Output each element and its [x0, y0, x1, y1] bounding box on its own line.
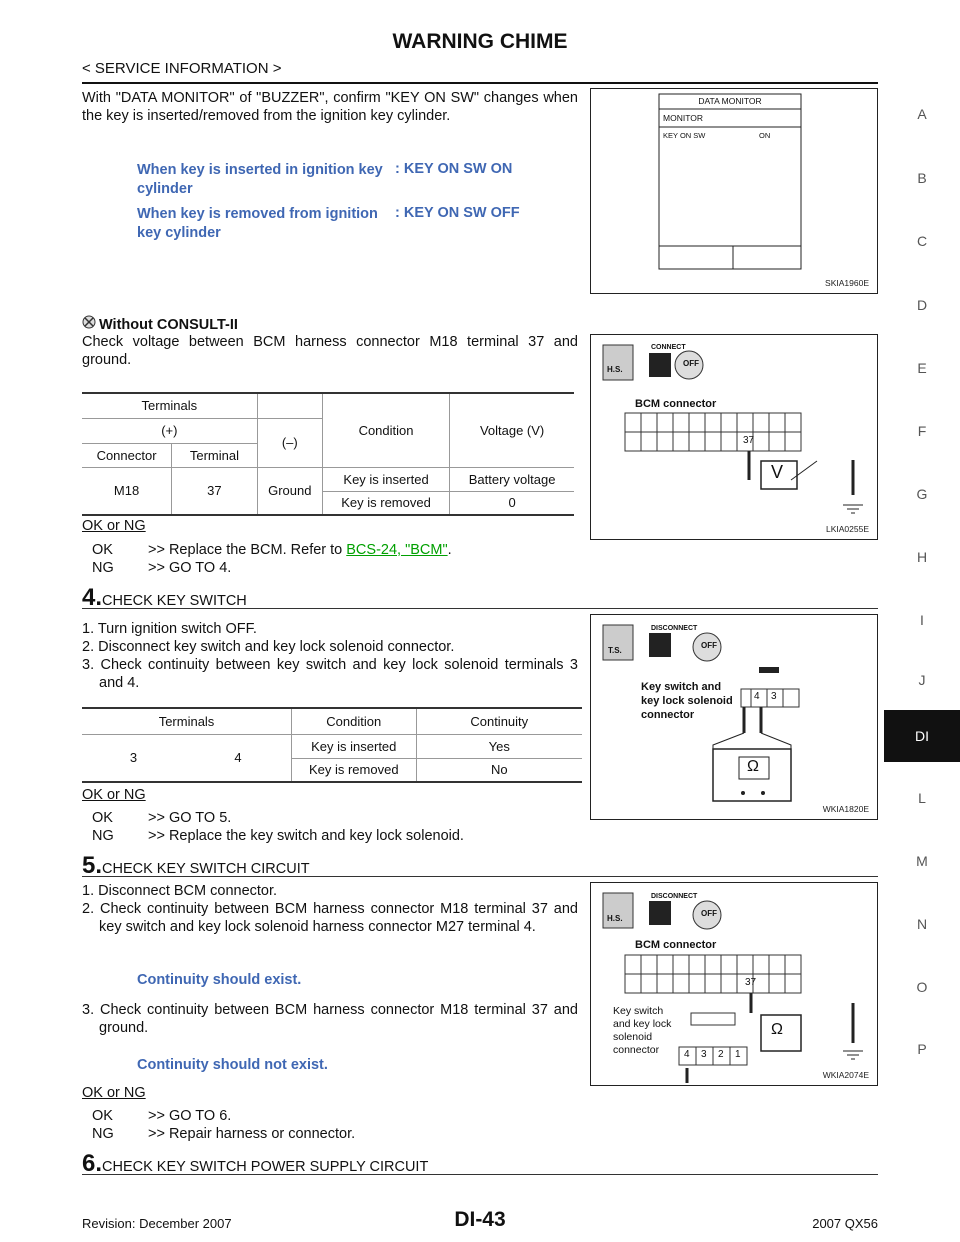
continuity-result: Continuity should exist. [137, 972, 302, 988]
pin-1-label: 1 [735, 1049, 741, 1060]
step-5-rule [82, 876, 878, 877]
pin-3-label: 3 [771, 691, 777, 702]
ground-value: Ground [257, 467, 322, 515]
index-tab-g[interactable]: G [916, 486, 928, 502]
step-4-rule [82, 608, 878, 609]
continuity-result: Continuity should not exist. [137, 1057, 328, 1073]
ok-ng-label: OK or NG [82, 518, 146, 534]
pin-3-label: 3 [701, 1049, 707, 1060]
connector-label-line: and key lock [613, 1018, 672, 1030]
ok-action [148, 542, 452, 558]
figure-code: SKIA1960E [825, 278, 869, 288]
step-6-rule [82, 1174, 878, 1175]
step-number: 6. [82, 1150, 103, 1177]
continuity-table [82, 707, 582, 783]
step-number: 4. [82, 584, 103, 611]
section-subtitle: < SERVICE INFORMATION > [82, 60, 282, 77]
connector-label-line: Key switch [613, 1005, 664, 1017]
index-tab-i[interactable]: I [920, 612, 924, 628]
minus-header: (–) [257, 418, 322, 467]
pin-4-label: 4 [754, 691, 760, 702]
disconnect-label: DISCONNECT [651, 625, 698, 632]
table-cell: 3 [129, 750, 138, 766]
key-switch-circuit-figure [590, 882, 878, 1086]
voltage-header: Voltage (V) [450, 393, 574, 467]
step-number: 5. [82, 852, 103, 879]
ok-label: OK [92, 1108, 113, 1124]
ng-action: >> Repair harness or connector. [148, 1126, 356, 1142]
off-label: OFF [701, 909, 717, 918]
terminals-header: Terminals [82, 708, 292, 734]
pin-37-label: 37 [743, 435, 755, 446]
ng-label: NG [92, 828, 114, 844]
condition-value-2: : KEY ON SW OFF [395, 205, 520, 221]
without-consult-heading [82, 315, 238, 333]
data-monitor-figure [590, 88, 878, 294]
ng-label: NG [92, 1126, 114, 1142]
ok-ng-label: OK or NG [82, 787, 146, 803]
condition-header: Condition [292, 708, 416, 734]
index-tab-b[interactable]: B [917, 170, 927, 186]
bcm-voltage-figure [590, 334, 878, 540]
index-tab-a[interactable]: A [917, 106, 927, 122]
without-consult-text: Check voltage between BCM harness connector M18 terminal 37 and ground. [82, 334, 578, 368]
terminals-header: Terminals [82, 393, 257, 418]
without-consult-title: Without CONSULT-II [99, 317, 238, 333]
bcs-reference-link[interactable]: BCS-24, "BCM" [346, 542, 448, 558]
hs-label: H.S. [607, 914, 623, 923]
terminal-value: 37 [172, 467, 258, 515]
step-4-item: 3. Check continuity between key switch and key lock solenoid terminals 3 and 4. [82, 657, 578, 691]
connector-label-line: solenoid [613, 1031, 653, 1043]
condition-header: Condition [322, 393, 449, 467]
index-tab-m[interactable]: M [916, 853, 928, 869]
monitor-title: DATA MONITOR [698, 96, 762, 106]
ng-action: >> Replace the key switch and key lock solenoid. [148, 828, 464, 844]
table-cell: Key is inserted [322, 467, 449, 491]
ok-action-end: . [447, 542, 452, 558]
index-tab-l[interactable]: L [918, 790, 926, 806]
ok-ng-label: OK or NG [82, 1085, 146, 1101]
connect-label: CONNECT [651, 344, 686, 351]
pin-2-label: 2 [718, 1049, 724, 1060]
condition-label-2: When key is removed from ignition key cylinder [137, 206, 378, 241]
ok-label: OK [92, 542, 113, 558]
pin-37-label: 37 [745, 977, 757, 988]
step-4-item: 2. Disconnect key switch and key lock solenoid connector. [82, 639, 455, 655]
condition-value-1: : KEY ON SW ON [395, 161, 513, 177]
disconnect-label: DISCONNECT [651, 893, 698, 900]
revision-text: Revision: December 2007 [82, 1216, 232, 1231]
step-5-item: 1. Disconnect BCM connector. [82, 883, 278, 899]
table-cell: 4 [185, 734, 291, 782]
header-rule [82, 82, 878, 84]
index-tab-n[interactable]: N [916, 916, 928, 932]
table-cell: Yes [416, 734, 582, 758]
monitor-item: KEY ON SW [663, 131, 706, 140]
monitor-label: MONITOR [663, 113, 703, 123]
continuity-header: Continuity [416, 708, 582, 734]
ohmmeter-icon: Ω [771, 1021, 783, 1038]
index-tab-h[interactable]: H [916, 549, 928, 565]
step-5-item: 3. Check continuity between BCM harness connector M18 terminal 37 and ground. [82, 1002, 578, 1036]
monitor-value: ON [759, 131, 771, 140]
figure-code: LKIA0255E [825, 524, 869, 534]
index-tab-d[interactable]: D [916, 297, 928, 313]
bcm-connector-label: BCM connector [635, 398, 717, 410]
connector-label-line: connector [641, 709, 695, 721]
step-title: CHECK KEY SWITCH [102, 593, 247, 609]
figure-code: WKIA2074E [822, 1070, 869, 1080]
voltmeter-icon: V [771, 462, 784, 482]
index-tab-j[interactable]: J [918, 672, 926, 688]
plus-header: (+) [82, 418, 257, 443]
intro-text: With "DATA MONITOR" of "BUZZER", confirm "KEY ON SW" changes when the key is inserted/removed from the ignition key cylinder. [82, 90, 578, 124]
off-label: OFF [701, 641, 717, 650]
connector-header: Connector [82, 443, 172, 467]
step-5-item: 2. Check continuity between BCM harness connector M18 terminal 37 and key switch and key lock solenoid harness connector M27 terminal 4. [82, 901, 578, 935]
condition-label-1: When key is inserted in ignition key cylinder [137, 162, 383, 197]
ok-action: >> GO TO 5. [148, 810, 232, 826]
bcm-connector-label: BCM connector [635, 939, 717, 951]
voltage-table [82, 392, 574, 516]
connector-label-line: key lock solenoid [641, 695, 733, 707]
table-cell: Key is removed [292, 758, 416, 782]
step-title: CHECK KEY SWITCH POWER SUPPLY CIRCUIT [102, 1159, 429, 1175]
table-cell: Key is removed [322, 491, 449, 515]
model-year: 2007 QX56 [812, 1216, 878, 1231]
ok-action: >> GO TO 6. [148, 1108, 232, 1124]
index-tab-c[interactable]: C [916, 233, 928, 249]
ts-label: T.S. [608, 646, 622, 655]
key-switch-figure [590, 614, 878, 820]
connector-value: M18 [82, 467, 172, 515]
index-tab-e[interactable]: E [917, 360, 927, 376]
index-tab-f[interactable]: F [917, 423, 927, 439]
table-cell: No [490, 762, 508, 778]
index-tab-di-active[interactable]: DI [884, 710, 960, 762]
page-number: DI-43 [454, 1208, 506, 1231]
figure-code: WKIA1820E [822, 804, 869, 814]
no-tool-icon [82, 315, 96, 329]
ohmmeter-icon: Ω [747, 758, 759, 775]
step-title: CHECK KEY SWITCH CIRCUIT [102, 861, 310, 877]
ng-action: >> GO TO 4. [148, 560, 232, 576]
page-title: WARNING CHIME [392, 30, 568, 53]
index-tab-p[interactable]: P [917, 1041, 927, 1057]
connector-label-line: connector [613, 1044, 660, 1056]
table-cell: Key is inserted [292, 734, 416, 758]
terminal-header: Terminal [172, 443, 258, 467]
pin-4-label: 4 [684, 1049, 690, 1060]
ok-label: OK [92, 810, 113, 826]
table-cell: Battery voltage [450, 467, 574, 491]
hs-label: H.S. [607, 365, 623, 374]
step-4-item: 1. Turn ignition switch OFF. [82, 621, 257, 637]
ng-label: NG [92, 560, 114, 576]
connector-label-line: Key switch and [641, 681, 722, 693]
table-cell: 0 [508, 495, 516, 511]
index-tab-o[interactable]: O [916, 979, 928, 995]
ok-action-text: >> Replace the BCM. Refer to [148, 542, 347, 558]
off-label: OFF [683, 359, 699, 368]
